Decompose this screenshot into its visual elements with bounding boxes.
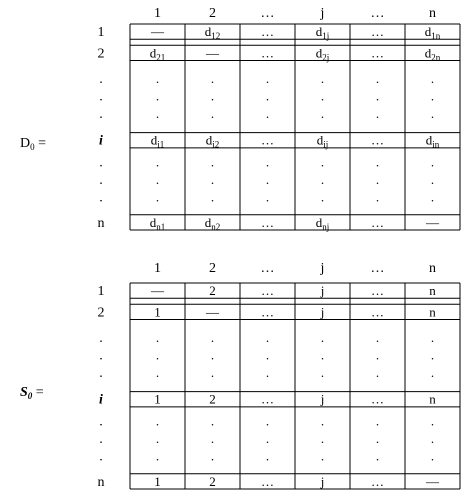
matrix-cell: .	[320, 88, 325, 104]
matrix-cell: j	[320, 473, 325, 489]
column-header: 1	[154, 261, 161, 276]
matrix-cell: .	[375, 88, 380, 104]
row-label: .	[99, 414, 103, 430]
matrix-cell: .	[155, 365, 160, 381]
matrix-cell: .	[320, 413, 325, 429]
row-label: .	[99, 331, 103, 347]
matrix-cell: $d_{in}$	[425, 132, 440, 150]
matrix-cell: …	[371, 283, 384, 298]
matrix-cell: $d_{nj}$	[315, 214, 330, 232]
matrix-cell: …	[261, 214, 274, 230]
matrix-cell: j	[320, 391, 325, 407]
matrix-cell: .	[430, 413, 435, 429]
matrix-cell: .	[210, 189, 215, 205]
matrix-cell: .	[155, 154, 160, 170]
matrix-cell: …	[261, 132, 274, 148]
matrix-cell: .	[210, 431, 215, 447]
column-header: …	[260, 6, 275, 21]
matrix-cell: —	[151, 283, 164, 298]
matrix-cell: .	[210, 330, 215, 346]
matrix-cell: .	[210, 88, 215, 104]
matrix-cell: .	[320, 365, 325, 381]
matrix-cell: .	[155, 172, 160, 188]
matrix-cell: $d_{1n}$	[424, 24, 441, 41]
row-label: .	[99, 107, 103, 123]
matrix-cell: …	[371, 214, 384, 230]
matrix-cell: .	[320, 189, 325, 205]
matrix-cell: .	[210, 347, 215, 363]
matrix-cell: .	[155, 330, 160, 346]
matrix-cell: 1	[154, 391, 161, 407]
matrix-cell: n	[429, 283, 436, 298]
matrix-cell: .	[320, 347, 325, 363]
matrix-cell: .	[320, 154, 325, 170]
matrix-cell: .	[430, 71, 435, 87]
matrix-cell: .	[430, 106, 435, 122]
matrix-cell: $d_{1j}$	[315, 24, 330, 41]
matrix-cell: n	[429, 304, 436, 320]
matrix-cell: .	[430, 154, 435, 170]
matrix-cell: .	[265, 448, 270, 464]
matrix-cell: .	[375, 106, 380, 122]
column-header: …	[370, 6, 385, 21]
row-label: i	[99, 392, 103, 408]
matrix-cell: .	[210, 106, 215, 122]
matrix-cell: .	[265, 88, 270, 104]
matrix-cell: .	[265, 172, 270, 188]
matrix-cell: …	[261, 283, 274, 298]
matrix-cell: j	[320, 304, 325, 320]
column-header: 2	[209, 6, 216, 21]
matrix-label-d0: $D_0$ =	[20, 136, 47, 152]
matrix-cell: $d_{ij}$	[316, 132, 329, 150]
matrix-cell: .	[375, 365, 380, 381]
column-header: n	[429, 6, 436, 21]
matrix-cell: .	[155, 189, 160, 205]
row-label: .	[99, 72, 103, 88]
row-label: n	[97, 474, 105, 490]
row-label: .	[99, 89, 103, 105]
matrix-cell: $d_{2n}$	[424, 45, 441, 63]
matrix-cell: …	[371, 132, 384, 148]
column-header: …	[260, 261, 275, 276]
row-label: .	[99, 173, 103, 189]
matrix-cell: .	[430, 88, 435, 104]
matrix-cell: $d_{n1}$	[149, 214, 166, 232]
matrix-cell: .	[430, 330, 435, 346]
matrix-cell: .	[265, 347, 270, 363]
matrix-cell: .	[375, 431, 380, 447]
row-label: n	[97, 215, 105, 231]
matrix-cell: 1	[154, 473, 161, 489]
column-header: 2	[209, 261, 216, 276]
row-label: i	[99, 133, 103, 149]
matrix-cell: 1	[154, 304, 161, 320]
matrix-cell: .	[265, 413, 270, 429]
sequence-matrix-s0	[20, 261, 460, 490]
matrix-cell: .	[375, 330, 380, 346]
matrix-cell: .	[430, 365, 435, 381]
matrix-cell: .	[265, 189, 270, 205]
row-label: .	[99, 449, 103, 465]
matrix-cell: .	[155, 347, 160, 363]
matrix-cell: 2	[209, 283, 216, 298]
matrix-cell: .	[430, 189, 435, 205]
row-label: .	[99, 155, 103, 171]
matrix-cell: .	[375, 71, 380, 87]
row-label: 1	[97, 284, 105, 299]
matrix-cell: .	[320, 448, 325, 464]
matrix-cell: .	[265, 365, 270, 381]
column-header: j	[320, 261, 325, 276]
matrix-cell: …	[261, 391, 274, 407]
matrix-cell: .	[430, 347, 435, 363]
matrix-cell: .	[375, 347, 380, 363]
matrix-cell: .	[155, 71, 160, 87]
matrix-cell: …	[261, 24, 274, 39]
matrix-cell: $d_{12}$	[204, 24, 221, 41]
matrix-cell: .	[265, 106, 270, 122]
matrix-cell: $d_{i1}$	[150, 132, 165, 150]
matrix-cell: …	[371, 304, 384, 320]
matrix-cell: .	[210, 154, 215, 170]
matrix-cell: .	[430, 172, 435, 188]
matrix-cell: —	[206, 304, 219, 320]
matrix-cell: …	[371, 391, 384, 407]
matrix-cell: .	[155, 448, 160, 464]
matrix-cell: $d_{2j}$	[315, 45, 330, 63]
matrix-cell: .	[210, 172, 215, 188]
matrix-cell: .	[265, 154, 270, 170]
matrix-cell: $d_{21}$	[149, 45, 166, 63]
matrix-cell: .	[320, 71, 325, 87]
matrix-cell: …	[261, 45, 274, 61]
column-header: n	[429, 261, 436, 276]
matrix-cell: .	[375, 172, 380, 188]
matrix-cell: .	[210, 71, 215, 87]
matrix-cell: n	[429, 391, 436, 407]
matrix-cell: .	[210, 365, 215, 381]
matrix-cell: .	[430, 448, 435, 464]
matrix-cell: 2	[209, 391, 216, 407]
matrix-cell: —	[151, 24, 164, 39]
matrix-cell: .	[320, 330, 325, 346]
row-label: 1	[97, 25, 105, 40]
row-label: 2	[97, 305, 105, 321]
matrix-cell: .	[210, 413, 215, 429]
matrix-cell: .	[155, 431, 160, 447]
matrix-cell: .	[155, 106, 160, 122]
row-label: .	[99, 366, 103, 382]
matrix-cell: .	[265, 330, 270, 346]
matrix-cell: .	[320, 431, 325, 447]
matrix-cell: .	[210, 448, 215, 464]
matrix-cell: .	[375, 189, 380, 205]
matrix-cell: .	[375, 154, 380, 170]
matrix-cell: …	[261, 473, 274, 489]
column-header: j	[320, 6, 325, 21]
row-label: .	[99, 348, 103, 364]
matrix-cell: .	[265, 71, 270, 87]
matrix-cell: …	[371, 24, 384, 39]
matrix-cell: .	[430, 431, 435, 447]
matrix-cell: —	[206, 45, 219, 61]
column-header: 1	[154, 6, 161, 21]
row-label: .	[99, 432, 103, 448]
matrix-cell: .	[155, 413, 160, 429]
matrix-label-s0: $S_0$ =	[20, 385, 44, 401]
matrix-cell: 2	[209, 473, 216, 489]
matrix-cell: .	[265, 431, 270, 447]
matrix-cell: .	[375, 413, 380, 429]
matrix-cell: j	[320, 283, 325, 298]
matrix-cell: .	[155, 88, 160, 104]
row-label: 2	[97, 46, 105, 62]
distance-matrix-d0	[20, 6, 460, 232]
matrix-cell: $d_{i2}$	[205, 132, 220, 150]
matrix-cell: …	[371, 473, 384, 489]
matrix-cell: —	[426, 473, 439, 489]
matrix-cell: .	[320, 106, 325, 122]
row-label: .	[99, 190, 103, 206]
column-header: …	[370, 261, 385, 276]
matrix-cell: —	[426, 214, 439, 230]
matrix-cell: $d_{n2}$	[204, 214, 221, 232]
matrix-cell: …	[261, 304, 274, 320]
matrix-cell: .	[375, 448, 380, 464]
matrix-cell: …	[371, 45, 384, 61]
matrix-cell: .	[320, 172, 325, 188]
